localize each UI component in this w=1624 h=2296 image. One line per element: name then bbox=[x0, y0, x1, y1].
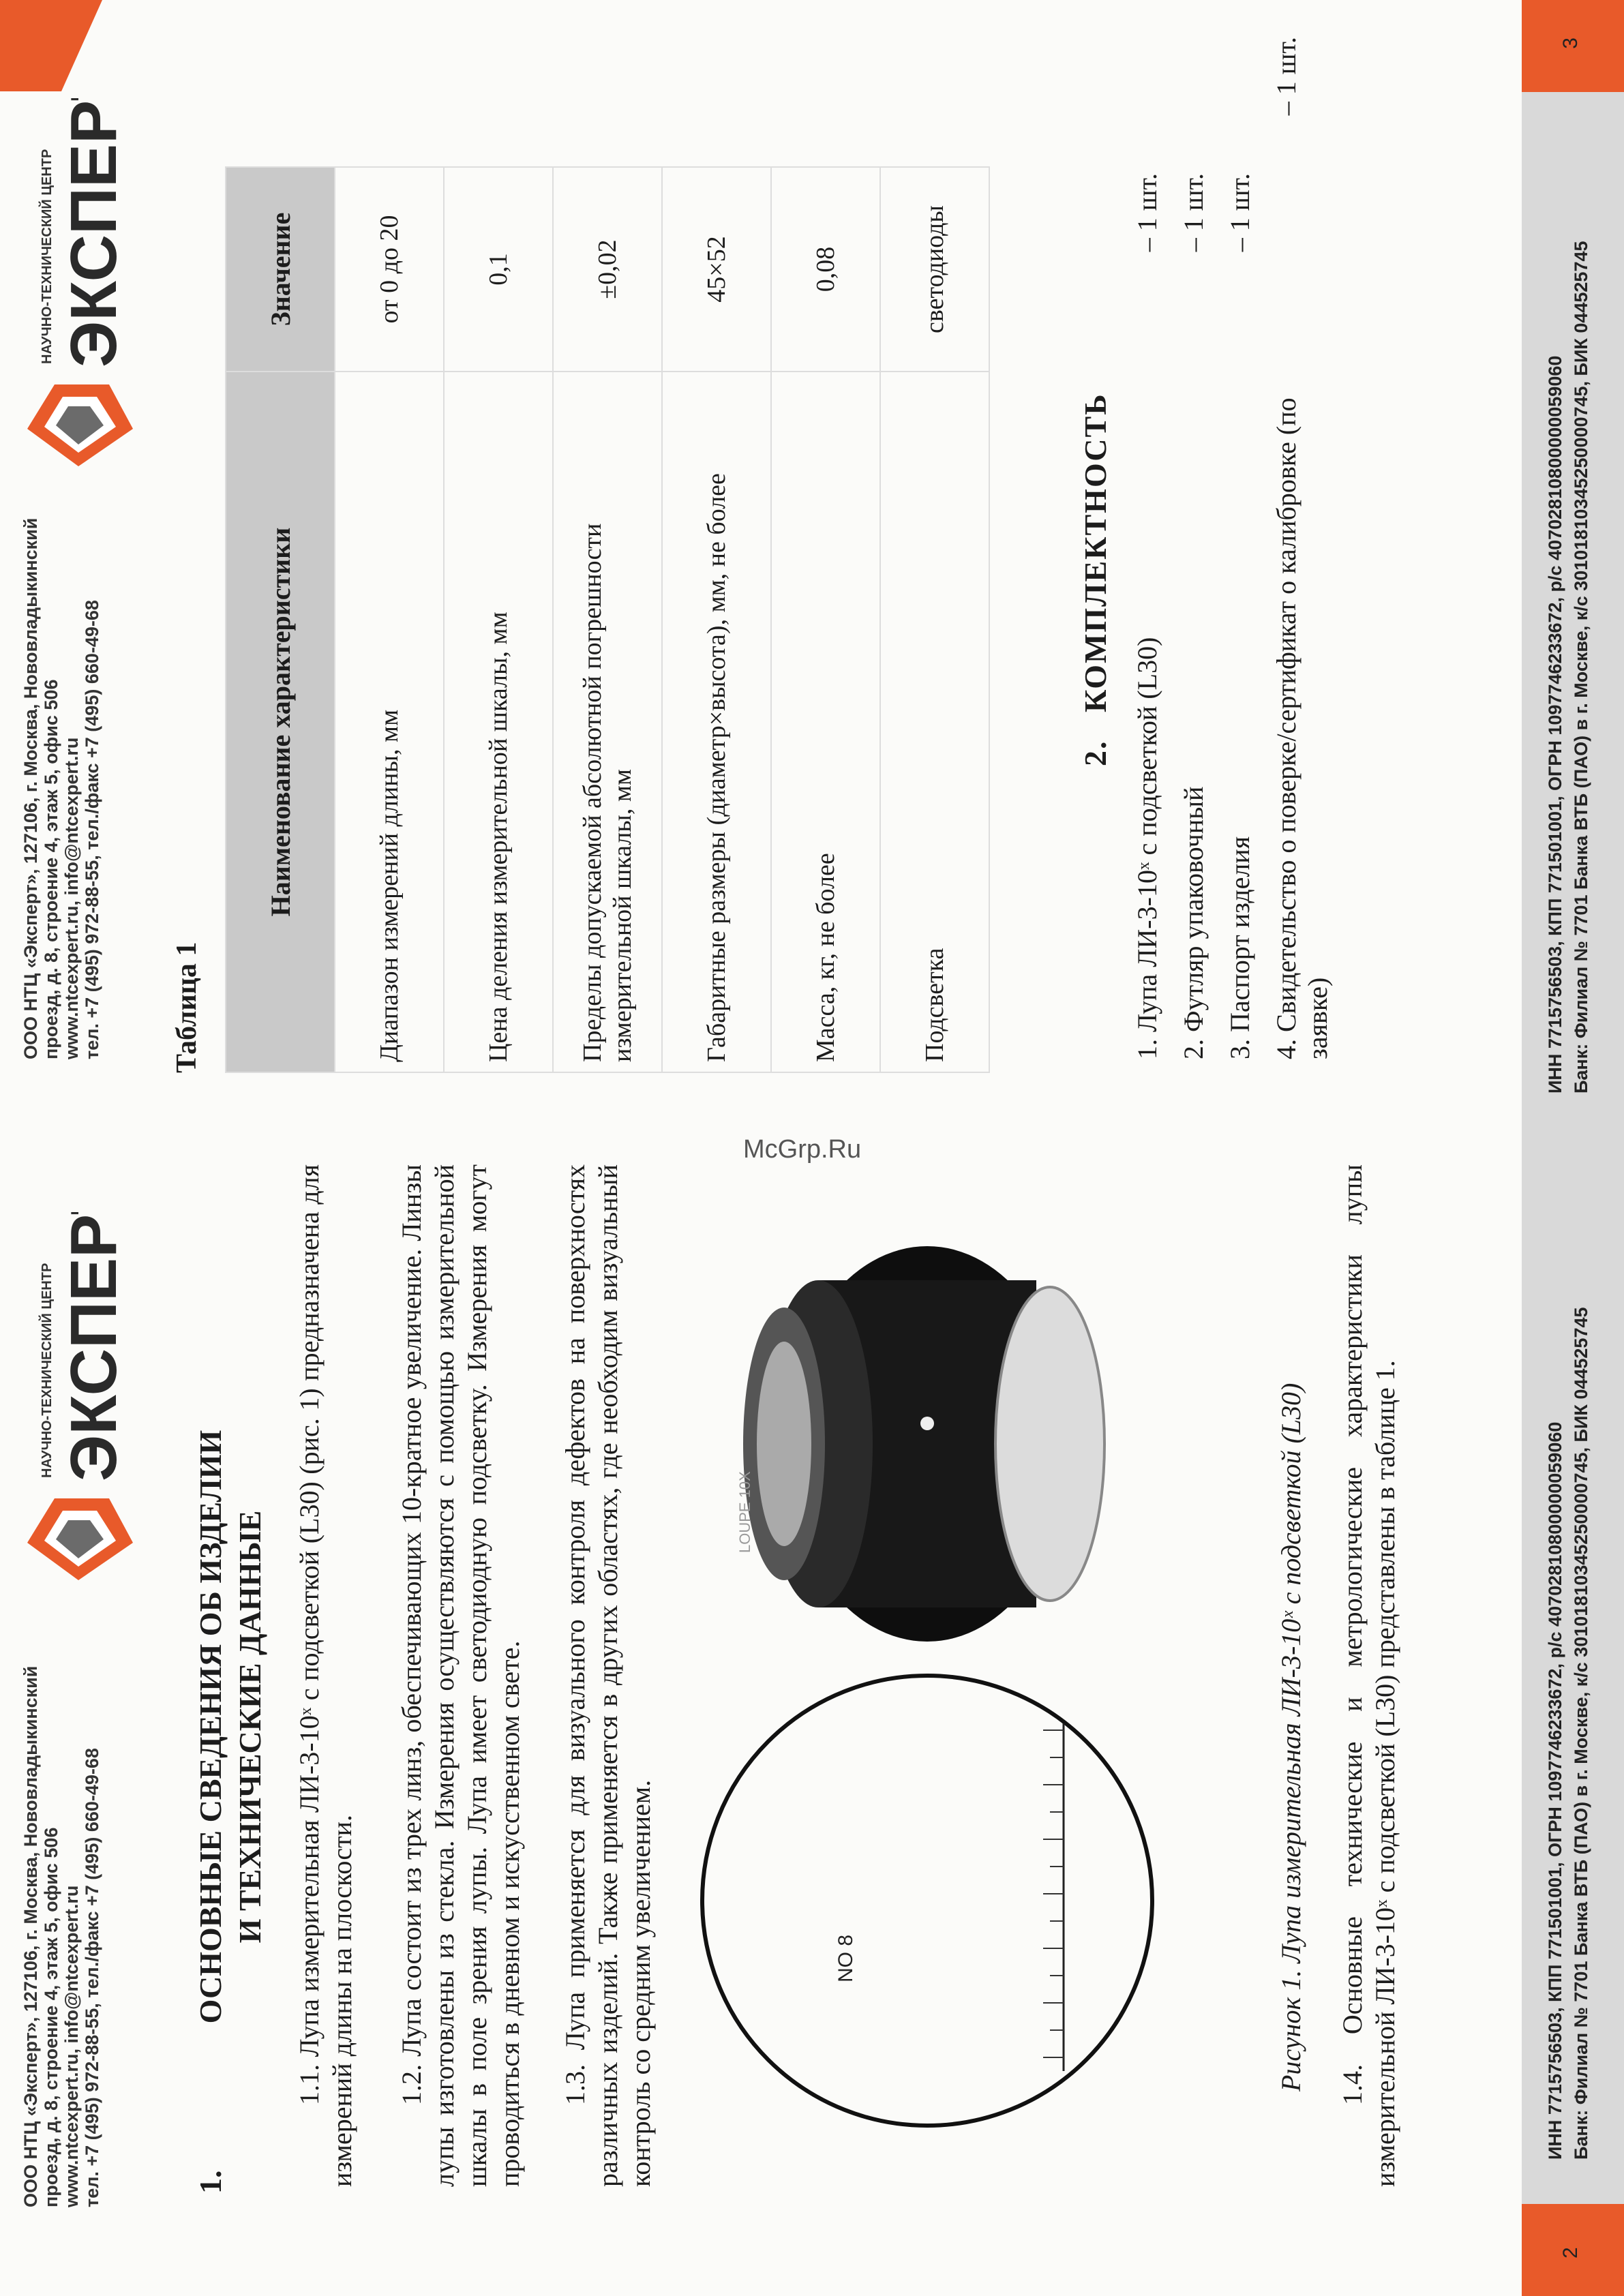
section-title-line: И ТЕХНИЧЕСКИЕ ДАННЫЕ bbox=[232, 1510, 267, 1944]
table-caption: Таблица 1 bbox=[171, 941, 202, 1073]
reticle-label: NO 8 bbox=[834, 1934, 857, 1982]
table-row bbox=[662, 167, 771, 1072]
page-footer bbox=[1522, 0, 1624, 1148]
contact-block bbox=[20, 1662, 102, 2207]
reticle-image bbox=[702, 1676, 1152, 2126]
logo-word: ЭКСПЕРТ bbox=[57, 1212, 130, 1481]
list-item bbox=[1224, 173, 1256, 1059]
contact-block bbox=[20, 514, 102, 1059]
table-cell: 45×52 bbox=[662, 167, 771, 372]
table-cell: Пределы допускаемой абсолютной погрешности измерительной шкалы, мм bbox=[553, 372, 662, 1072]
list-item bbox=[1132, 173, 1163, 1059]
table-row bbox=[880, 167, 989, 1072]
figure-1 bbox=[682, 1205, 1173, 2194]
page-number: 3 bbox=[1559, 37, 1582, 49]
paragraph-1-2 bbox=[395, 1164, 526, 2187]
paragraph-text: 1.4. Основные технические и метрологические характеристики лупы измерительной ЛИ-3-10ˣ с подсветкой (L30) представлены в таблице 1. bbox=[1337, 1164, 1400, 2187]
contact-line: www.ntcexpert.ru, info@ntcexpert.ru bbox=[61, 1885, 82, 2207]
item-qty: – 1 шт. bbox=[1224, 173, 1255, 252]
corner-tab bbox=[0, 0, 102, 91]
table-row bbox=[553, 167, 662, 1072]
paragraph-1-4 bbox=[1336, 1164, 1402, 2187]
paragraph-text: 1.3. Лупа применяется для визуального контроля дефектов на поверхностях различных изделий. Также применяется в других областях, где необходим визуальный контроль со средним увеличением. bbox=[560, 1164, 656, 2187]
spec-table bbox=[225, 166, 990, 1073]
table-cell: светодиоды bbox=[880, 167, 989, 372]
item-qty: – 1 шт. bbox=[1132, 173, 1162, 252]
table-row bbox=[335, 167, 444, 1072]
table-header: Значение bbox=[226, 167, 335, 372]
item-qty: – 1 шт. bbox=[1178, 173, 1209, 252]
contact-line: ООО НТЦ «Эксперт», 127106, г. Москва, Нововладыкинский bbox=[20, 517, 41, 1059]
table-row bbox=[771, 167, 880, 1072]
list-item bbox=[1178, 173, 1209, 1059]
bank-line: ИНН 7715756503, КПП 771501001, ОГРН 1097746233672, р/с 40702810800000059060 bbox=[1545, 1421, 1565, 2160]
contact-line: www.ntcexpert.ru, info@ntcexpert.ru bbox=[61, 737, 82, 1059]
table-cell: ±0,02 bbox=[553, 167, 662, 372]
bank-line: Банк: Филиал № 7701 Банка ВТБ (ПАО) в г. Москве, к/с 30101810345250000745, БИК 044525745 bbox=[1571, 1307, 1591, 2160]
contact-line: проезд, д. 8, строение 4, этаж 5, офис 506 bbox=[41, 1827, 61, 2207]
page-footer bbox=[1522, 1148, 1624, 2296]
table-cell: от 0 до 20 bbox=[335, 167, 444, 372]
item-text: 3. Паспорт изделия bbox=[1224, 836, 1255, 1059]
paragraph-1-1 bbox=[293, 1164, 359, 2187]
company-logo bbox=[14, 98, 143, 480]
completeness-list bbox=[1132, 37, 1349, 1059]
item-text: 1. Лупа ЛИ-3-10ˣ с подсветкой (L30) bbox=[1132, 637, 1162, 1059]
left-page bbox=[0, 1148, 1624, 2296]
table-cell: Масса, кг, не более bbox=[771, 372, 880, 1072]
section-title-line: ОСНОВНЫЕ СВЕДЕНИЯ ОБ ИЗДЕЛИИ bbox=[193, 1430, 228, 2024]
contact-line: проезд, д. 8, строение 4, этаж 5, офис 506 bbox=[41, 679, 61, 1059]
item-text: 2. Футляр упаковочный bbox=[1178, 786, 1209, 1059]
logo-subtitle: НАУЧНО-ТЕХНИЧЕСКИЙ ЦЕНТР bbox=[40, 1263, 55, 1478]
page-number: 2 bbox=[1559, 2247, 1582, 2259]
watermark-text: McGrp.Ru bbox=[743, 1135, 862, 1164]
table-cell: Подсветка bbox=[880, 372, 989, 1072]
list-item bbox=[1271, 37, 1334, 1059]
item-text: 4. Свидетельство о поверке/сертификат о калибровке (по заявке) bbox=[1271, 397, 1333, 1059]
paragraph-1-3 bbox=[559, 1164, 657, 2187]
loupe-image bbox=[736, 1246, 1104, 1642]
page-header bbox=[0, 0, 157, 1148]
bank-line: ИНН 7715756503, КПП 771501001, ОГРН 1097746233672, р/с 40702810800000059060 bbox=[1545, 355, 1565, 1093]
logo-word: ЭКСПЕРТ bbox=[57, 98, 130, 367]
section-number: 1. bbox=[193, 2170, 228, 2194]
section-1-title bbox=[191, 1171, 270, 2194]
section-number: 2. bbox=[1078, 740, 1113, 766]
company-logo bbox=[14, 1212, 143, 1594]
bank-details bbox=[1542, 1308, 1594, 2160]
table-cell: 0,1 bbox=[444, 167, 553, 372]
contact-line: тел. +7 (495) 972-88-55, тел./факс +7 (495) 660-49-68 bbox=[82, 1748, 102, 2207]
page-header bbox=[0, 1148, 157, 2296]
bank-line: Банк: Филиал № 7701 Банка ВТБ (ПАО) в г. Москве, к/с 30101810345250000745, БИК 044525745 bbox=[1571, 241, 1591, 1093]
table-cell: 0,08 bbox=[771, 167, 880, 372]
paragraph-text: 1.2. Лупа состоит из трех линз, обеспечивающих 10-кратное увеличение. Линзы лупы изготовлены из стекла. Измерения осуществляются с помощью измерительной шкалы в поле зрения лупы. Лупа имеет светодиодную подсветку. Измерения могут проводиться в дневном и искусственном свете. bbox=[396, 1164, 525, 2187]
section-2-title bbox=[1077, 393, 1113, 766]
lens-engraving: LOUPE 10X bbox=[736, 1471, 753, 1553]
table-row bbox=[444, 167, 553, 1072]
item-qty: – 1 шт. bbox=[1271, 37, 1302, 116]
table-cell: Диапазон измерений длины, мм bbox=[335, 372, 444, 1072]
bank-details bbox=[1542, 241, 1594, 1094]
paragraph-text: 1.1. Лупа измерительная ЛИ-3-10ˣ с подсветкой (L30) (рис. 1) предназначена для измерений длины на плоскости. bbox=[294, 1164, 357, 2187]
figure-caption: Рисунок 1. Лупа измерительная ЛИ-3-10ˣ с подсветкой (L30) bbox=[1276, 1383, 1306, 2091]
table-header: Наименование характеристики bbox=[226, 372, 335, 1072]
section-title: КОМПЛЕКТНОСТЬ bbox=[1078, 393, 1113, 712]
table-cell: Габаритные размеры (диаметр×высота), мм, не более bbox=[662, 372, 771, 1072]
contact-line: тел. +7 (495) 972-88-55, тел./факс +7 (495) 660-49-68 bbox=[82, 600, 102, 1059]
contact-line: ООО НТЦ «Эксперт», 127106, г. Москва, Нововладыкинский bbox=[20, 1665, 41, 2207]
table-cell: Цена деления измерительной шкалы, мм bbox=[444, 372, 553, 1072]
logo-subtitle: НАУЧНО-ТЕХНИЧЕСКИЙ ЦЕНТР bbox=[40, 149, 55, 364]
